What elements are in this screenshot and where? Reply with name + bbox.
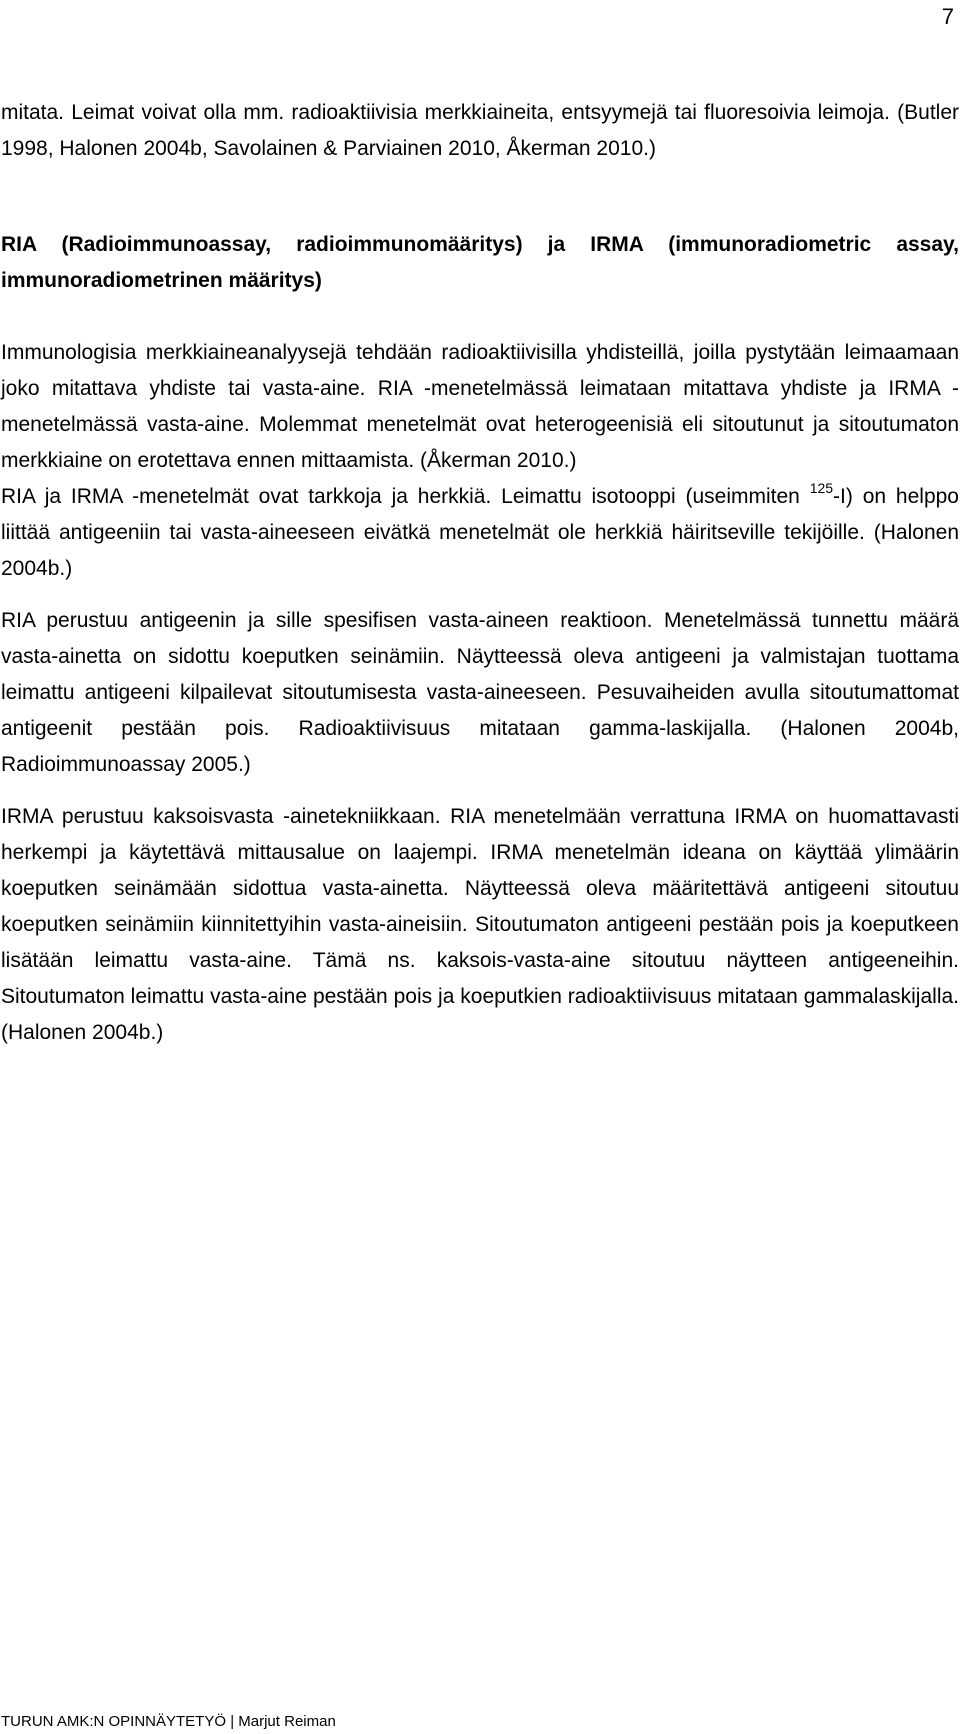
footer-separator: |: [226, 1713, 239, 1730]
paragraph-ria-irma-sensitivity: [1, 479, 959, 587]
paragraph-intro: mitata. Leimat voivat olla mm. radioaktiivisia merkkiaineita, entsyymejä tai fluoresoivia leimoja. (Butler 1998, Halonen 2004b, Savolainen & Parviainen 2010, Åkerman 2010.): [1, 101, 959, 160]
page-body: [1, 95, 959, 1087]
paragraph-irma-principle: IRMA perustuu kaksoisvasta -ainetekniikkaan. RIA menetelmään verrattuna IRMA on huomattavasti herkempi ja käytettävä mittausalue on laajempi. IRMA menetelmän ideana on käyttää ylimäärin koeputken seinämään sidottua vasta-ainetta. Näytteessä oleva määritettävä antigeeni sitoutuu koeputken seinämiin kiinnitettyihin vasta-aineisiin. Sitoutumaton antigeeni pestään pois ja koeputkeen lisätään leimattu vasta-aine. Tämä ns. kaksois-vasta-aine sitoutuu näytteen antigeeneihin. Sitoutumaton leimattu vasta-aine pestään pois ja koeputkien radioaktiivisuus mitataan gammalaskijalla. (Halonen 2004b.): [1, 805, 959, 1044]
paragraph-immunologic-analysis: Immunologisia merkkiaineanalyysejä tehdään radioaktiivisilla yhdisteillä, joilla pystytään leimaamaan joko mitattava yhdiste tai vasta-aine. RIA -menetelmässä leimataan mitattava yhdiste ja IRMA -menetelmässä vasta-aine. Molemmat menetelmät ovat heterogeenisiä eli sitoutunut ja sitoutumaton merkkiaine on erotettava ennen mittaamista. (Åkerman 2010.): [1, 341, 959, 472]
section-heading: RIA (Radioimmunoassay, radioimmunomääritys) ja IRMA (immunoradiometric assay, immunoradiometrinen määritys): [1, 233, 959, 292]
text-after-superscript: -I) on helppo liittää antigeeniin tai vasta-aineeseen eivätkä menetelmät ole herkkiä häiritseville tekijöille. (Halonen 2004b.): [1, 485, 959, 580]
page-number: 7: [941, 4, 954, 29]
footer-author: Marjut Reiman: [238, 1713, 336, 1730]
text-before-superscript: RIA ja IRMA -menetelmät ovat tarkkoja ja herkkiä. Leimattu isotooppi (useimmiten: [1, 485, 810, 508]
footer-school: TURUN AMK:N OPINNÄYTETYÖ: [1, 1713, 227, 1730]
paragraph-ria-principle: RIA perustuu antigeenin ja sille spesifisen vasta-aineen reaktioon. Menetelmässä tunnettu määrä vasta-ainetta on sidottu koeputken seinämiin. Näytteessä oleva antigeeni ja valmistajan tuottama leimattu antigeeni kilpailevat sitoutumisesta vasta-aineeseen. Pesuvaiheiden avulla sitoutumattomat antigeenit pestään pois. Radioaktiivisuus mitataan gamma-laskijalla. (Halonen 2004b, Radioimmunoassay 2005.): [1, 609, 959, 776]
page-footer: [1, 1713, 336, 1731]
isotope-superscript: 125: [809, 480, 834, 496]
